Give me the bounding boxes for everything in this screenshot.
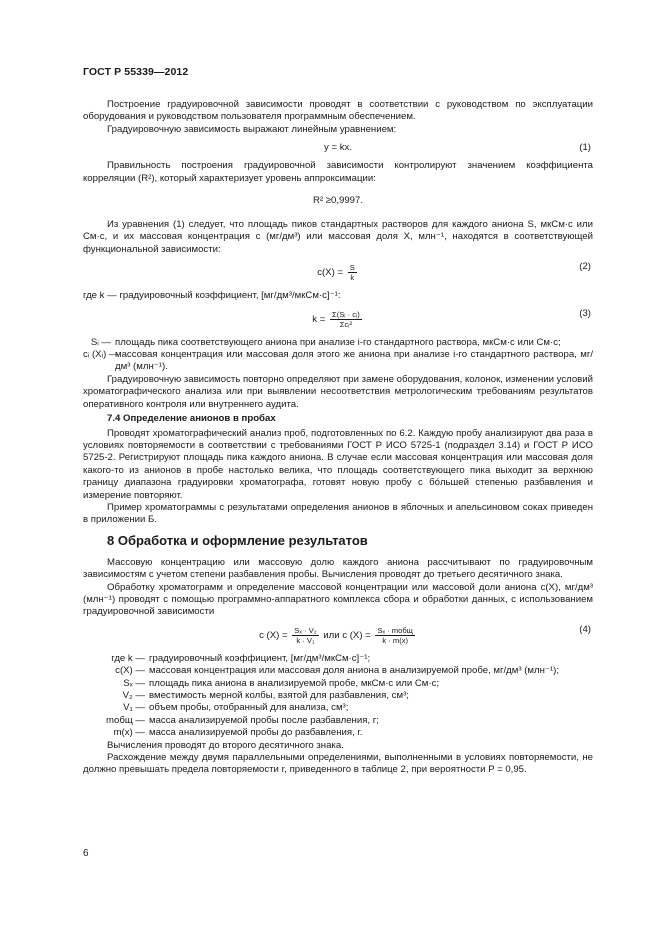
definition-term: cᵢ (Xᵢ) —	[83, 349, 119, 361]
equation-middle: или c (X) =	[323, 629, 371, 641]
equation-r2	[83, 193, 593, 209]
definition-row	[83, 715, 593, 727]
fraction-numerator: S	[349, 263, 355, 273]
equation-1	[83, 140, 593, 156]
fraction-numerator: Σ(Sᵢ · cᵢ)	[332, 309, 360, 319]
definition-text: вместимость мерной колбы, взятой для разбавления, см³;	[149, 690, 409, 701]
fraction-numerator: Sₓ · V₂	[294, 625, 317, 635]
definition-row	[83, 665, 593, 677]
definition-term: Sₓ —	[123, 677, 145, 689]
equation-left: k =	[312, 313, 326, 325]
section-heading: 8 Обработка и оформление результатов	[107, 532, 368, 548]
definition-term: c(X) —	[115, 665, 145, 677]
paragraph: Вычисления проводят до второго десятичного знака.	[107, 739, 344, 751]
paragraph: Правильность построения градуировочной зависимости контролируют значением коэффициента корреляции (R²), который характеризует уровень аппроксимации:	[83, 160, 593, 184]
fraction-denominator: k · V₁	[296, 635, 315, 645]
equation-number: (4)	[579, 623, 591, 635]
fraction	[292, 626, 318, 645]
fraction	[375, 626, 414, 645]
fraction-denominator: k · m(x)	[382, 635, 409, 645]
definition-list	[83, 337, 593, 374]
paragraph: Пример хроматограммы с результатами определения анионов в яблочных и апельсиновом соках приведен в приложении Б.	[83, 501, 593, 526]
definition-row	[83, 690, 593, 702]
equation-4	[83, 623, 593, 649]
equation-body: R² ≥0,9997.	[312, 195, 364, 207]
equation-left: c(X) =	[317, 267, 344, 279]
fraction-denominator: k	[350, 273, 355, 283]
equation-2	[83, 260, 593, 286]
definition-row	[83, 653, 593, 665]
definition-row	[83, 727, 593, 739]
definition-text: площадь пика аниона в анализируемой пробе, мкСм·с или См·с;	[149, 677, 440, 689]
definition-text: массовая концентрация или массовая доля этого же аниона при анализе i-го стандартного раствора, мг/дм³ (млн⁻¹).	[115, 349, 593, 373]
section-heading: 7.4 Определение анионов в пробах	[107, 413, 276, 425]
paragraph: Градуировочную зависимость повторно определяют при замене оборудования, колонок, изменении условий хроматографического анализа или при выявлении несоответствия метрологическим требованиям результатов оперативного контроля или внутреннего аудита.	[83, 373, 593, 410]
definition-term: m(x) —	[113, 727, 145, 739]
definition-text: градуировочный коэффициент, [мг/дм³/мкСм·с]⁻¹;	[149, 652, 371, 664]
definition-text: масса анализируемой пробы до разбавления, г.	[149, 727, 363, 739]
variable-definitions	[83, 653, 593, 740]
definition-term: Sᵢ —	[90, 336, 111, 348]
paragraph: Построение градуировочной зависимости проводят в соответствии с руководством по эксплуатации оборудования и руководством пользователя программным обеспечением.	[83, 99, 593, 123]
paragraph: Обработку хроматограмм и определение массовой концентрации или массовой доли аниона c(X), мг/дм³ (млн⁻¹) проводят с помощью программно-аппаратного комплекса сбора и обработки данных, с использованием градуировочной зависимости	[83, 581, 593, 618]
definition-term: mобщ —	[106, 714, 145, 726]
definition-row	[83, 678, 593, 690]
equation-left: c (X) =	[259, 629, 288, 641]
definition-row	[83, 702, 593, 714]
equation-number: (1)	[579, 142, 591, 154]
equation-3	[83, 307, 593, 333]
definition-term: V₁ —	[123, 702, 145, 714]
fraction	[330, 310, 362, 329]
paragraph: Из уравнения (1) следует, что площадь пиков стандартных растворов для каждого аниона S, мкСм·с или См·с, и их массовая концентрация с (мг/дм³) или массовая доля X, млн⁻¹, находятся в соответствующей функциональной зависимости:	[83, 219, 593, 255]
definition-text: массовая концентрация или массовая доля аниона в анализируемой пробе, мг/дм³ (млн⁻¹);	[149, 665, 560, 677]
paragraph: где k — градуировочный коэффициент, [мг/дм³/мкСм·с]⁻¹:	[83, 290, 341, 302]
page-number: 6	[83, 848, 89, 859]
paragraph: Массовую концентрацию или массовую долю каждого аниона рассчитывают по градуировочным зависимостям с учетом степени разбавления пробы. Вычисления проводят до третьего десятичного знака.	[83, 556, 593, 581]
paragraph: Проводят хроматографический анализ проб, подготовленных по 6.2. Каждую пробу анализируют два раза в условиях повторяемости в соответствии с требованиями ГОСТ Р ИСО 5725-1 (подраздел 3.14) и ГОСТ Р ИСО 5725-2. Регистрируют площадь пика каждого аниона. В случае если массовая концентрация или массовая доля какого-то из анионов в пробе настолько велика, что площадь соответствующего пика выходит за верхнюю границу диапазона градуировки хроматографа, готовят новую пробу с бо́льшей степенью разбавления и измерение повторяют.	[83, 427, 593, 501]
paragraph: Градуировочную зависимость выражают линейным уравнением:	[107, 123, 397, 135]
equation-number: (3)	[579, 307, 591, 319]
fraction-numerator: Sₓ · mобщ	[377, 625, 413, 635]
definition-row	[83, 337, 593, 349]
fraction	[348, 263, 357, 282]
definition-text: объем пробы, отобранный для анализа, см³;	[149, 702, 349, 714]
definition-term: V₂ —	[122, 690, 145, 701]
equation-number: (2)	[579, 261, 591, 273]
definition-text: площадь пика соответствующего аниона при анализе i-го стандартного раствора, мкСм·с или См·с;	[115, 336, 561, 348]
definition-row	[83, 349, 593, 374]
equation-body: y = kx.	[324, 142, 352, 154]
page-header-title: ГОСТ Р 55339—2012	[83, 66, 189, 78]
paragraph: Расхождение между двумя параллельными определениями, выполненными в условиях повторяемости, не должно превышать предела повторяемости r, приведенного в таблице 2, при вероятности P = 0,95.	[83, 752, 593, 776]
page-content	[83, 99, 593, 777]
fraction-denominator: Σcᵢ²	[339, 319, 352, 329]
definition-text: масса анализируемой пробы после разбавления, г;	[149, 714, 379, 726]
definition-term: где k —	[111, 652, 145, 664]
